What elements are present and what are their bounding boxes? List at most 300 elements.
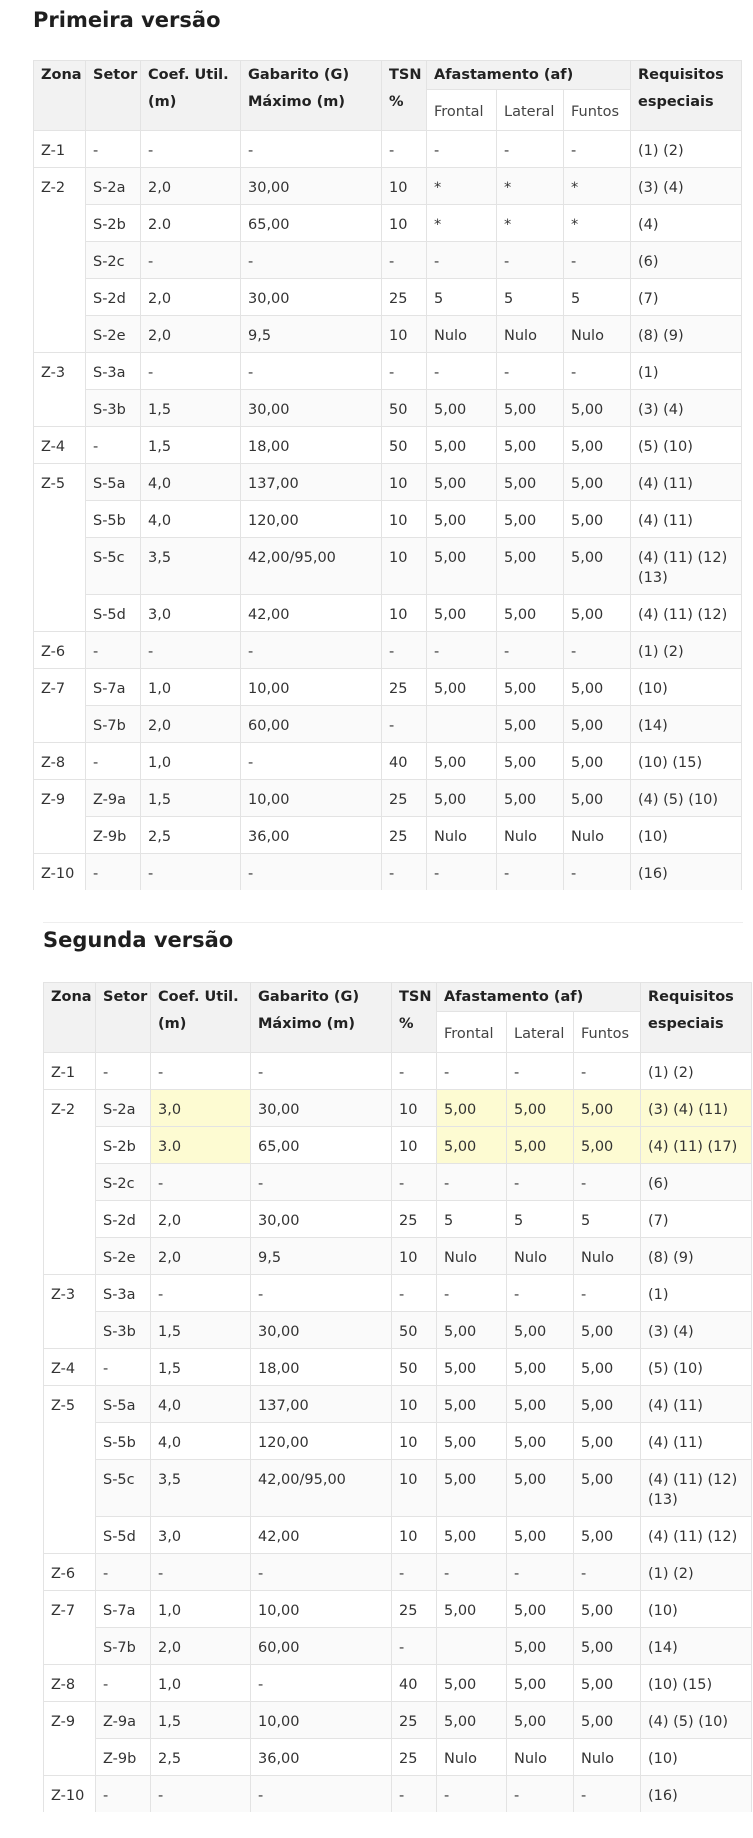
cell-requisitos: (1) (2)	[631, 131, 742, 168]
cell-coef: 3,0	[151, 1517, 251, 1554]
cell-gabarito: 36,00	[241, 817, 382, 854]
cell-gabarito: -	[241, 632, 382, 669]
table-row	[34, 427, 742, 464]
cell-requisitos: (1) (2)	[641, 1554, 752, 1591]
cell-lateral: -	[497, 854, 564, 891]
cell-zona: Z-4	[34, 427, 86, 464]
cell-requisitos: (4) (11) (12)	[641, 1517, 752, 1554]
cell-setor: -	[86, 131, 141, 168]
cell-frontal: -	[427, 632, 497, 669]
header-coef: Coef. Util.(m)	[141, 61, 241, 131]
cell-coef: 3,0	[151, 1090, 251, 1127]
cell-gabarito: 30,00	[241, 279, 382, 316]
cell-frontal: -	[427, 353, 497, 390]
header-frontal: Frontal	[427, 90, 497, 131]
cell-lateral: 5,00	[497, 501, 564, 538]
cell-requisitos: (5) (10)	[631, 427, 742, 464]
cell-requisitos: (6)	[641, 1164, 752, 1201]
cell-gabarito: -	[251, 1164, 392, 1201]
cell-funtos: 5,00	[564, 780, 631, 817]
table-row	[34, 743, 742, 780]
cell-frontal: -	[427, 242, 497, 279]
cell-tsn: 25	[382, 780, 427, 817]
cell-frontal: -	[437, 1275, 507, 1312]
cell-tsn: 25	[392, 1702, 437, 1739]
cell-setor: S-7a	[86, 669, 141, 706]
table-row	[34, 595, 742, 632]
cell-lateral: -	[507, 1164, 574, 1201]
cell-funtos: 5,00	[574, 1591, 641, 1628]
cell-lateral: 5,00	[497, 595, 564, 632]
cell-coef: -	[141, 854, 241, 891]
cell-requisitos: (3) (4)	[631, 390, 742, 427]
cell-coef: 1,0	[151, 1665, 251, 1702]
header-lateral: Lateral	[497, 90, 564, 131]
cell-tsn: 10	[382, 538, 427, 595]
cell-lateral: Nulo	[507, 1739, 574, 1776]
cell-setor: -	[96, 1776, 151, 1813]
cell-frontal: 5,00	[427, 780, 497, 817]
cell-requisitos: (8) (9)	[631, 316, 742, 353]
table-row	[44, 1554, 752, 1591]
cell-lateral: -	[497, 353, 564, 390]
cell-zona: Z-4	[44, 1349, 96, 1386]
cell-lateral: 5,00	[507, 1127, 574, 1164]
first-version-body	[34, 131, 742, 891]
cell-tsn: 10	[392, 1423, 437, 1460]
cell-tsn: -	[382, 854, 427, 891]
header-requisitos: Requisitos especiais	[631, 61, 742, 131]
cell-gabarito: 120,00	[251, 1423, 392, 1460]
cell-gabarito: 137,00	[251, 1386, 392, 1423]
cell-lateral: 5,00	[497, 669, 564, 706]
table-row	[44, 1739, 752, 1776]
cell-coef: -	[151, 1164, 251, 1201]
cell-gabarito: -	[251, 1665, 392, 1702]
cell-lateral: *	[497, 168, 564, 205]
cell-setor: S-7a	[96, 1591, 151, 1628]
cell-zona: Z-7	[44, 1591, 96, 1665]
cell-setor: S-5d	[96, 1517, 151, 1554]
cell-zona: Z-7	[34, 669, 86, 743]
table-row	[44, 1201, 752, 1238]
cell-funtos: 5,00	[564, 501, 631, 538]
cell-zona: Z-3	[34, 353, 86, 427]
cell-gabarito: 9,5	[251, 1238, 392, 1275]
cell-setor: S-3b	[86, 390, 141, 427]
cell-tsn: 10	[382, 316, 427, 353]
cell-tsn: -	[392, 1164, 437, 1201]
cell-setor: S-5a	[86, 464, 141, 501]
table-row	[34, 780, 742, 817]
cell-setor: S-2b	[96, 1127, 151, 1164]
cell-gabarito: -	[251, 1554, 392, 1591]
cell-frontal: 5,00	[427, 464, 497, 501]
cell-gabarito: -	[241, 353, 382, 390]
cell-gabarito: -	[241, 242, 382, 279]
cell-frontal: -	[437, 1554, 507, 1591]
cell-setor: S-7b	[96, 1628, 151, 1665]
table-row	[44, 1776, 752, 1813]
cell-requisitos: (1) (2)	[641, 1053, 752, 1090]
cell-zona: Z-5	[44, 1386, 96, 1554]
cell-tsn: -	[382, 242, 427, 279]
cell-tsn: 25	[392, 1591, 437, 1628]
cell-zona: Z-8	[34, 743, 86, 780]
cell-gabarito: -	[251, 1275, 392, 1312]
cell-funtos: 5,00	[574, 1702, 641, 1739]
cell-setor: -	[96, 1349, 151, 1386]
cell-requisitos: (4) (11) (12)	[631, 595, 742, 632]
header-gabarito: Gabarito (G) Máximo (m)	[251, 983, 392, 1053]
table-row	[34, 669, 742, 706]
cell-coef: -	[141, 632, 241, 669]
cell-funtos: Nulo	[574, 1739, 641, 1776]
cell-setor: S-5a	[96, 1386, 151, 1423]
cell-gabarito: 42,00	[251, 1517, 392, 1554]
cell-coef: -	[151, 1053, 251, 1090]
cell-requisitos: (10)	[631, 817, 742, 854]
cell-lateral: Nulo	[507, 1238, 574, 1275]
cell-tsn: 40	[392, 1665, 437, 1702]
cell-frontal: Nulo	[437, 1739, 507, 1776]
cell-coef: 4,0	[151, 1423, 251, 1460]
cell-gabarito: 10,00	[241, 780, 382, 817]
cell-requisitos: (14)	[641, 1628, 752, 1665]
cell-lateral: -	[507, 1053, 574, 1090]
first-version-title: Primeira versão	[33, 8, 221, 32]
cell-frontal: -	[427, 131, 497, 168]
cell-frontal: 5,00	[437, 1090, 507, 1127]
cell-funtos: -	[574, 1554, 641, 1591]
cell-funtos: 5,00	[574, 1460, 641, 1517]
cell-gabarito: 30,00	[241, 168, 382, 205]
header-coef: Coef. Util.(m)	[151, 983, 251, 1053]
cell-setor: S-2b	[86, 205, 141, 242]
table-row	[44, 1423, 752, 1460]
cell-lateral: 5,00	[507, 1517, 574, 1554]
cell-gabarito: 137,00	[241, 464, 382, 501]
cell-requisitos: (4) (11) (12) (13)	[631, 538, 742, 595]
table-row	[44, 1275, 752, 1312]
cell-coef: 3,5	[141, 538, 241, 595]
cell-requisitos: (10)	[641, 1591, 752, 1628]
cell-lateral: 5,00	[497, 538, 564, 595]
cell-coef: 2,0	[151, 1201, 251, 1238]
cell-requisitos: (16)	[631, 854, 742, 891]
cell-coef: 1,5	[141, 390, 241, 427]
header-setor: Setor	[86, 61, 141, 131]
cell-gabarito: -	[241, 854, 382, 891]
cell-coef: 4,0	[141, 501, 241, 538]
cell-coef: 3.0	[151, 1127, 251, 1164]
cell-tsn: 10	[392, 1517, 437, 1554]
cell-lateral: 5,00	[497, 390, 564, 427]
table-row	[44, 1349, 752, 1386]
cell-coef: 1,5	[151, 1312, 251, 1349]
cell-tsn: 10	[392, 1238, 437, 1275]
cell-coef: -	[141, 353, 241, 390]
cell-setor: S-2c	[86, 242, 141, 279]
cell-tsn: 50	[392, 1349, 437, 1386]
cell-coef: -	[151, 1275, 251, 1312]
cell-lateral: -	[497, 131, 564, 168]
cell-coef: -	[141, 242, 241, 279]
cell-setor: S-5b	[86, 501, 141, 538]
cell-frontal: 5,00	[437, 1423, 507, 1460]
cell-frontal: 5,00	[437, 1386, 507, 1423]
cell-gabarito: 10,00	[241, 669, 382, 706]
table-row	[34, 501, 742, 538]
cell-coef: 2.0	[141, 205, 241, 242]
cell-tsn: 10	[382, 595, 427, 632]
cell-gabarito: -	[241, 131, 382, 168]
cell-requisitos: (4) (11)	[631, 501, 742, 538]
cell-lateral: *	[497, 205, 564, 242]
cell-tsn: 25	[382, 817, 427, 854]
cell-tsn: 10	[392, 1460, 437, 1517]
cell-frontal: -	[437, 1053, 507, 1090]
cell-lateral: -	[507, 1776, 574, 1813]
cell-lateral: 5,00	[507, 1386, 574, 1423]
cell-setor: S-3a	[86, 353, 141, 390]
header-funtos: Funtos	[564, 90, 631, 131]
cell-funtos: Nulo	[564, 817, 631, 854]
cell-funtos: *	[564, 168, 631, 205]
cell-setor: S-2c	[96, 1164, 151, 1201]
cell-coef: 2,0	[141, 316, 241, 353]
cell-coef: 1,5	[141, 427, 241, 464]
cell-funtos: 5,00	[564, 427, 631, 464]
cell-gabarito: 42,00/95,00	[251, 1460, 392, 1517]
cell-funtos: 5,00	[574, 1517, 641, 1554]
cell-requisitos: (4) (11)	[641, 1423, 752, 1460]
cell-requisitos: (10)	[641, 1739, 752, 1776]
cell-zona: Z-2	[34, 168, 86, 353]
table-row	[44, 1164, 752, 1201]
table-row	[44, 1386, 752, 1423]
cell-lateral: 5,00	[507, 1665, 574, 1702]
cell-coef: 2,0	[141, 168, 241, 205]
cell-lateral: 5,00	[507, 1591, 574, 1628]
cell-tsn: 25	[392, 1201, 437, 1238]
cell-requisitos: (3) (4)	[631, 168, 742, 205]
cell-funtos: 5,00	[574, 1349, 641, 1386]
cell-tsn: 40	[382, 743, 427, 780]
cell-frontal: 5,00	[427, 669, 497, 706]
cell-frontal: -	[437, 1164, 507, 1201]
cell-frontal: 5	[427, 279, 497, 316]
cell-gabarito: 42,00/95,00	[241, 538, 382, 595]
cell-funtos: 5,00	[574, 1628, 641, 1665]
cell-setor: S-2e	[96, 1238, 151, 1275]
cell-coef: 2,0	[141, 706, 241, 743]
cell-funtos: 5,00	[564, 669, 631, 706]
cell-funtos: -	[574, 1053, 641, 1090]
cell-funtos: 5,00	[574, 1090, 641, 1127]
cell-coef: 4,0	[151, 1386, 251, 1423]
cell-gabarito: -	[251, 1776, 392, 1813]
table-row	[44, 1312, 752, 1349]
cell-setor: -	[96, 1053, 151, 1090]
cell-zona: Z-6	[44, 1554, 96, 1591]
cell-tsn: 25	[382, 279, 427, 316]
header-setor: Setor	[96, 983, 151, 1053]
table-row	[34, 538, 742, 595]
cell-requisitos: (4) (11) (12) (13)	[641, 1460, 752, 1517]
cell-setor: Z-9a	[86, 780, 141, 817]
cell-tsn: -	[392, 1275, 437, 1312]
header-lateral: Lateral	[507, 1012, 574, 1053]
cell-frontal	[427, 706, 497, 743]
cell-tsn: 25	[392, 1739, 437, 1776]
cell-setor: S-5b	[96, 1423, 151, 1460]
table-row	[44, 1517, 752, 1554]
cell-setor: -	[86, 854, 141, 891]
cell-frontal: 5,00	[427, 743, 497, 780]
cell-frontal: Nulo	[437, 1238, 507, 1275]
header-funtos: Funtos	[574, 1012, 641, 1053]
cell-coef: 3,0	[141, 595, 241, 632]
cell-setor: -	[86, 632, 141, 669]
cell-lateral: 5,00	[497, 743, 564, 780]
cell-tsn: 50	[382, 390, 427, 427]
cell-lateral: 5,00	[507, 1312, 574, 1349]
cell-setor: S-3b	[96, 1312, 151, 1349]
cell-gabarito: 60,00	[251, 1628, 392, 1665]
cell-lateral: 5,00	[507, 1702, 574, 1739]
cell-lateral: 5,00	[507, 1423, 574, 1460]
cell-setor: S-5c	[86, 538, 141, 595]
cell-zona: Z-8	[44, 1665, 96, 1702]
cell-coef: 2,0	[151, 1628, 251, 1665]
cell-funtos: *	[564, 205, 631, 242]
cell-lateral: 5,00	[507, 1628, 574, 1665]
cell-coef: 2,5	[151, 1739, 251, 1776]
cell-funtos: 5,00	[564, 743, 631, 780]
cell-lateral: Nulo	[497, 817, 564, 854]
cell-funtos: 5,00	[574, 1423, 641, 1460]
cell-tsn: -	[382, 632, 427, 669]
cell-coef: 2,0	[141, 279, 241, 316]
cell-funtos: 5,00	[564, 390, 631, 427]
table-row	[34, 854, 742, 891]
cell-funtos: 5,00	[564, 595, 631, 632]
cell-tsn: -	[392, 1776, 437, 1813]
cell-gabarito: 10,00	[251, 1591, 392, 1628]
cell-tsn: 10	[392, 1127, 437, 1164]
cell-gabarito: 9,5	[241, 316, 382, 353]
cell-funtos: 5,00	[574, 1665, 641, 1702]
cell-zona: Z-1	[34, 131, 86, 168]
cell-coef: 1,0	[151, 1591, 251, 1628]
table-row	[34, 353, 742, 390]
cell-frontal: 5,00	[437, 1517, 507, 1554]
cell-requisitos: (1)	[631, 353, 742, 390]
cell-frontal: Nulo	[427, 817, 497, 854]
cell-lateral: 5,00	[497, 780, 564, 817]
cell-zona: Z-9	[34, 780, 86, 854]
cell-tsn: 25	[382, 669, 427, 706]
cell-setor: -	[96, 1554, 151, 1591]
cell-setor: S-5d	[86, 595, 141, 632]
cell-zona: Z-6	[34, 632, 86, 669]
cell-setor: S-2a	[96, 1090, 151, 1127]
cell-tsn: -	[382, 353, 427, 390]
cell-zona: Z-2	[44, 1090, 96, 1275]
cell-tsn: 10	[392, 1386, 437, 1423]
header-tsn: TSN %	[382, 61, 427, 131]
cell-funtos: Nulo	[564, 316, 631, 353]
cell-gabarito: 30,00	[251, 1090, 392, 1127]
header-afastamento: Afastamento (af)	[437, 983, 641, 1012]
cell-setor: S-7b	[86, 706, 141, 743]
cell-coef: -	[151, 1554, 251, 1591]
cell-funtos: -	[564, 242, 631, 279]
cell-frontal: -	[437, 1776, 507, 1813]
cell-funtos: 5,00	[564, 538, 631, 595]
cell-requisitos: (4) (5) (10)	[631, 780, 742, 817]
cell-funtos: -	[564, 632, 631, 669]
cell-zona: Z-9	[44, 1702, 96, 1776]
cell-lateral: -	[507, 1275, 574, 1312]
cell-setor: -	[86, 427, 141, 464]
cell-funtos: 5	[574, 1201, 641, 1238]
cell-requisitos: (7)	[641, 1201, 752, 1238]
cell-funtos: 5,00	[564, 464, 631, 501]
cell-frontal: 5,00	[427, 501, 497, 538]
cell-coef: 1,0	[141, 743, 241, 780]
cell-frontal: 5,00	[437, 1665, 507, 1702]
table-row	[34, 464, 742, 501]
cell-setor: Z-9a	[96, 1702, 151, 1739]
cell-requisitos: (4) (5) (10)	[641, 1702, 752, 1739]
cell-gabarito: 36,00	[251, 1739, 392, 1776]
cell-funtos: -	[564, 854, 631, 891]
cell-frontal: 5,00	[427, 538, 497, 595]
cell-gabarito: -	[251, 1053, 392, 1090]
cell-requisitos: (4) (11) (17)	[641, 1127, 752, 1164]
cell-requisitos: (14)	[631, 706, 742, 743]
table-row	[34, 279, 742, 316]
cell-setor: S-3a	[96, 1275, 151, 1312]
cell-funtos: 5,00	[574, 1312, 641, 1349]
table-row	[44, 1090, 752, 1127]
cell-frontal: 5,00	[427, 427, 497, 464]
cell-coef: 2,0	[151, 1238, 251, 1275]
cell-funtos: 5,00	[564, 706, 631, 743]
table-row	[34, 242, 742, 279]
cell-requisitos: (5) (10)	[641, 1349, 752, 1386]
cell-coef: 4,0	[141, 464, 241, 501]
table-row	[44, 1665, 752, 1702]
cell-lateral: 5,00	[497, 427, 564, 464]
cell-coef: -	[151, 1776, 251, 1813]
cell-gabarito: 65,00	[251, 1127, 392, 1164]
cell-funtos: Nulo	[574, 1238, 641, 1275]
cell-gabarito: 18,00	[251, 1349, 392, 1386]
cell-tsn: 10	[382, 501, 427, 538]
cell-requisitos: (4)	[631, 205, 742, 242]
cell-coef: 1,5	[141, 780, 241, 817]
cell-setor: S-2e	[86, 316, 141, 353]
cell-frontal: -	[427, 854, 497, 891]
second-version-table	[43, 982, 752, 1812]
cell-funtos: 5	[564, 279, 631, 316]
cell-lateral: -	[497, 242, 564, 279]
cell-zona: Z-10	[34, 854, 86, 891]
cell-setor: -	[96, 1665, 151, 1702]
